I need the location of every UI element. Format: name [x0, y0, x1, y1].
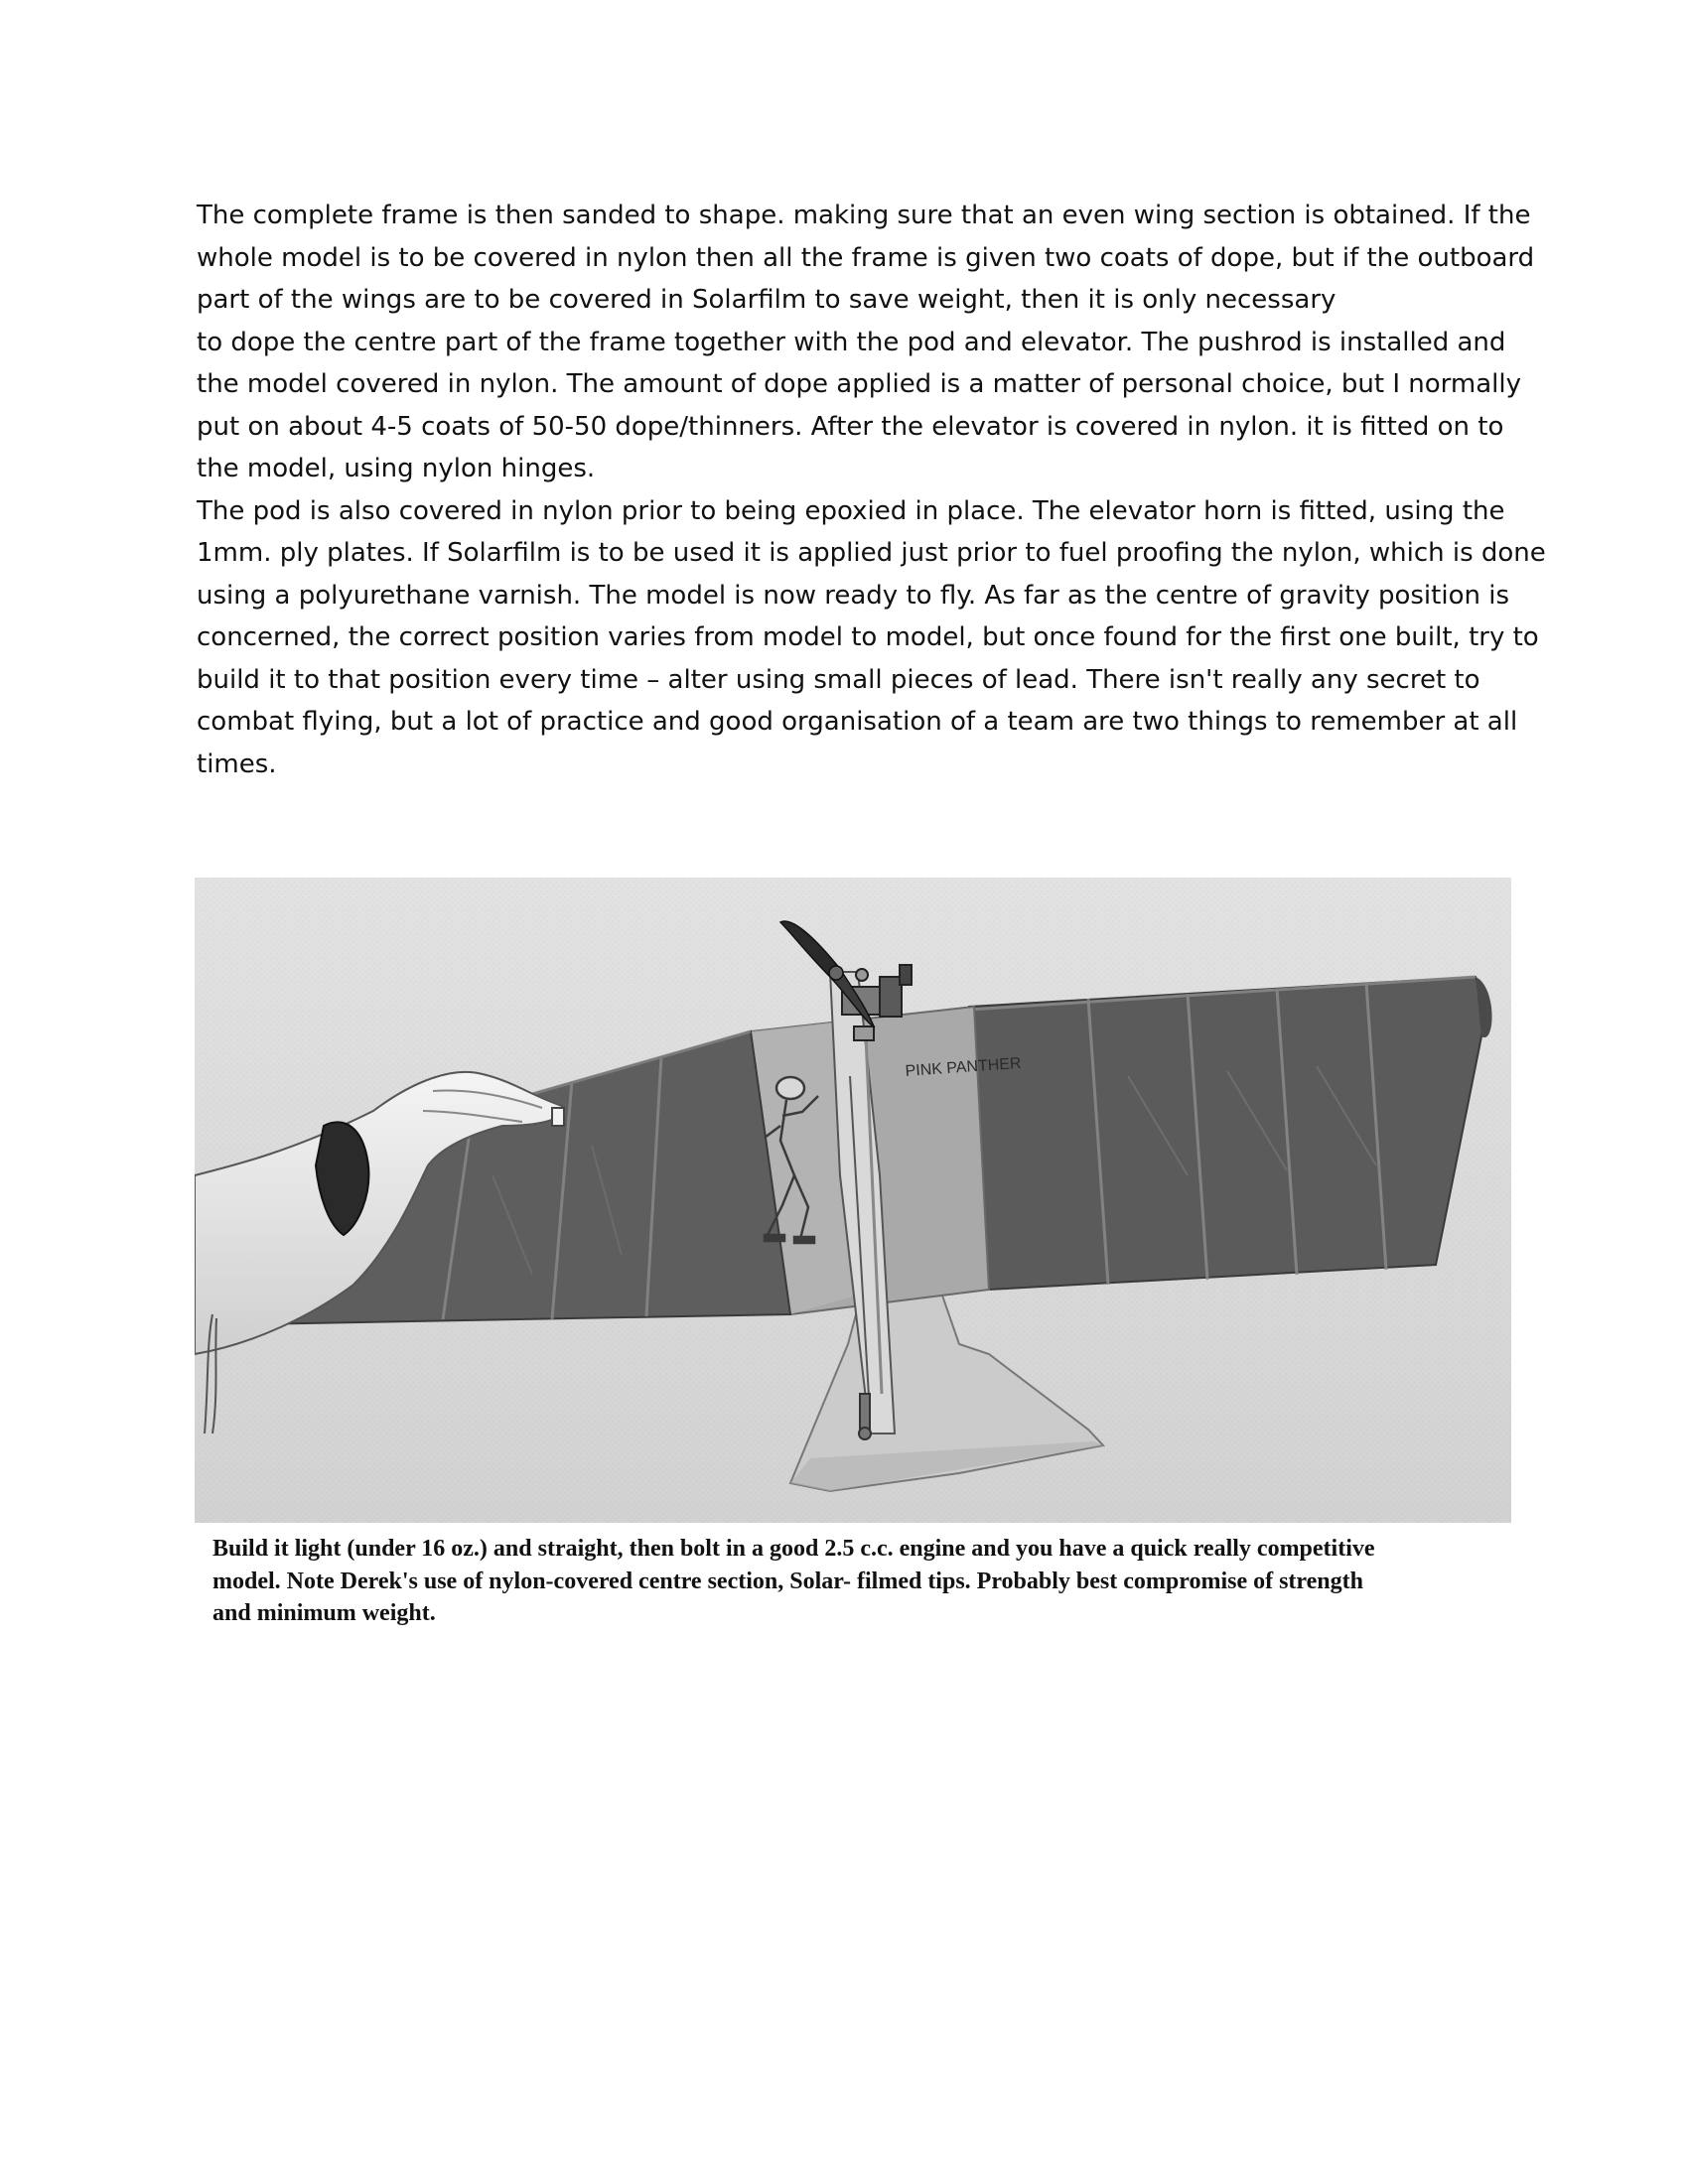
right-wing-tip	[969, 977, 1485, 1290]
body-line: 1mm. ply plates. If Solarfilm is to be used it is applied just prior to fuel proofing the nylon, which is done	[197, 538, 1546, 568]
model-aircraft-photo	[195, 878, 1511, 1523]
body-line: The complete frame is then sanded to shape. making sure that an even wing section is obtained. If the	[197, 201, 1531, 230]
body-line: concerned, the correct position varies from model to model, but once found for the first one built, try to	[197, 622, 1539, 652]
body-line: the model covered in nylon. The amount of dope applied is a matter of personal choice, but I normally	[197, 369, 1521, 399]
body-line: combat flying, but a lot of practice and good organisation of a team are two things to remember at all	[197, 707, 1518, 737]
article-body	[197, 195, 1546, 785]
wing-marking-text: PINK PANTHER	[905, 1054, 1023, 1080]
photo-caption	[212, 1533, 1503, 1630]
body-line: build it to that position every time – alter using small pieces of lead. There isn't really any secret to	[197, 664, 1480, 695]
body-line: part of the wings are to be covered in Solarfilm to save weight, then it is only necessary	[197, 285, 1336, 315]
body-line: to dope the centre part of the frame together with the pod and elevator. The pushrod is installed and	[197, 327, 1506, 357]
body-line: put on about 4-5 coats of 50-50 dope/thinners. After the elevator is covered in nylon. it is fitted on to	[197, 411, 1504, 442]
caption-line: model. Note Derek's use of nylon-covered centre section, Solar- filmed tips. Probably best compromise of strength	[212, 1568, 1363, 1594]
body-line: The pod is also covered in nylon prior to being epoxied in place. The elevator horn is fitted, using the	[197, 495, 1505, 526]
body-line: using a polyurethane varnish. The model is now ready to fly. As far as the centre of gravity position is	[197, 580, 1509, 611]
elevator-horn	[859, 1394, 871, 1439]
body-line: the model, using nylon hinges.	[197, 454, 596, 483]
body-line: whole model is to be covered in nylon then all the frame is given two coats of dope, but if the outboard	[197, 242, 1535, 273]
caption-line: Build it light (under 16 oz.) and straight, then bolt in a good 2.5 c.c. engine and you have a quick really competitive	[212, 1536, 1375, 1562]
caption-line: and minimum weight.	[212, 1600, 436, 1626]
body-line: times.	[197, 749, 277, 779]
